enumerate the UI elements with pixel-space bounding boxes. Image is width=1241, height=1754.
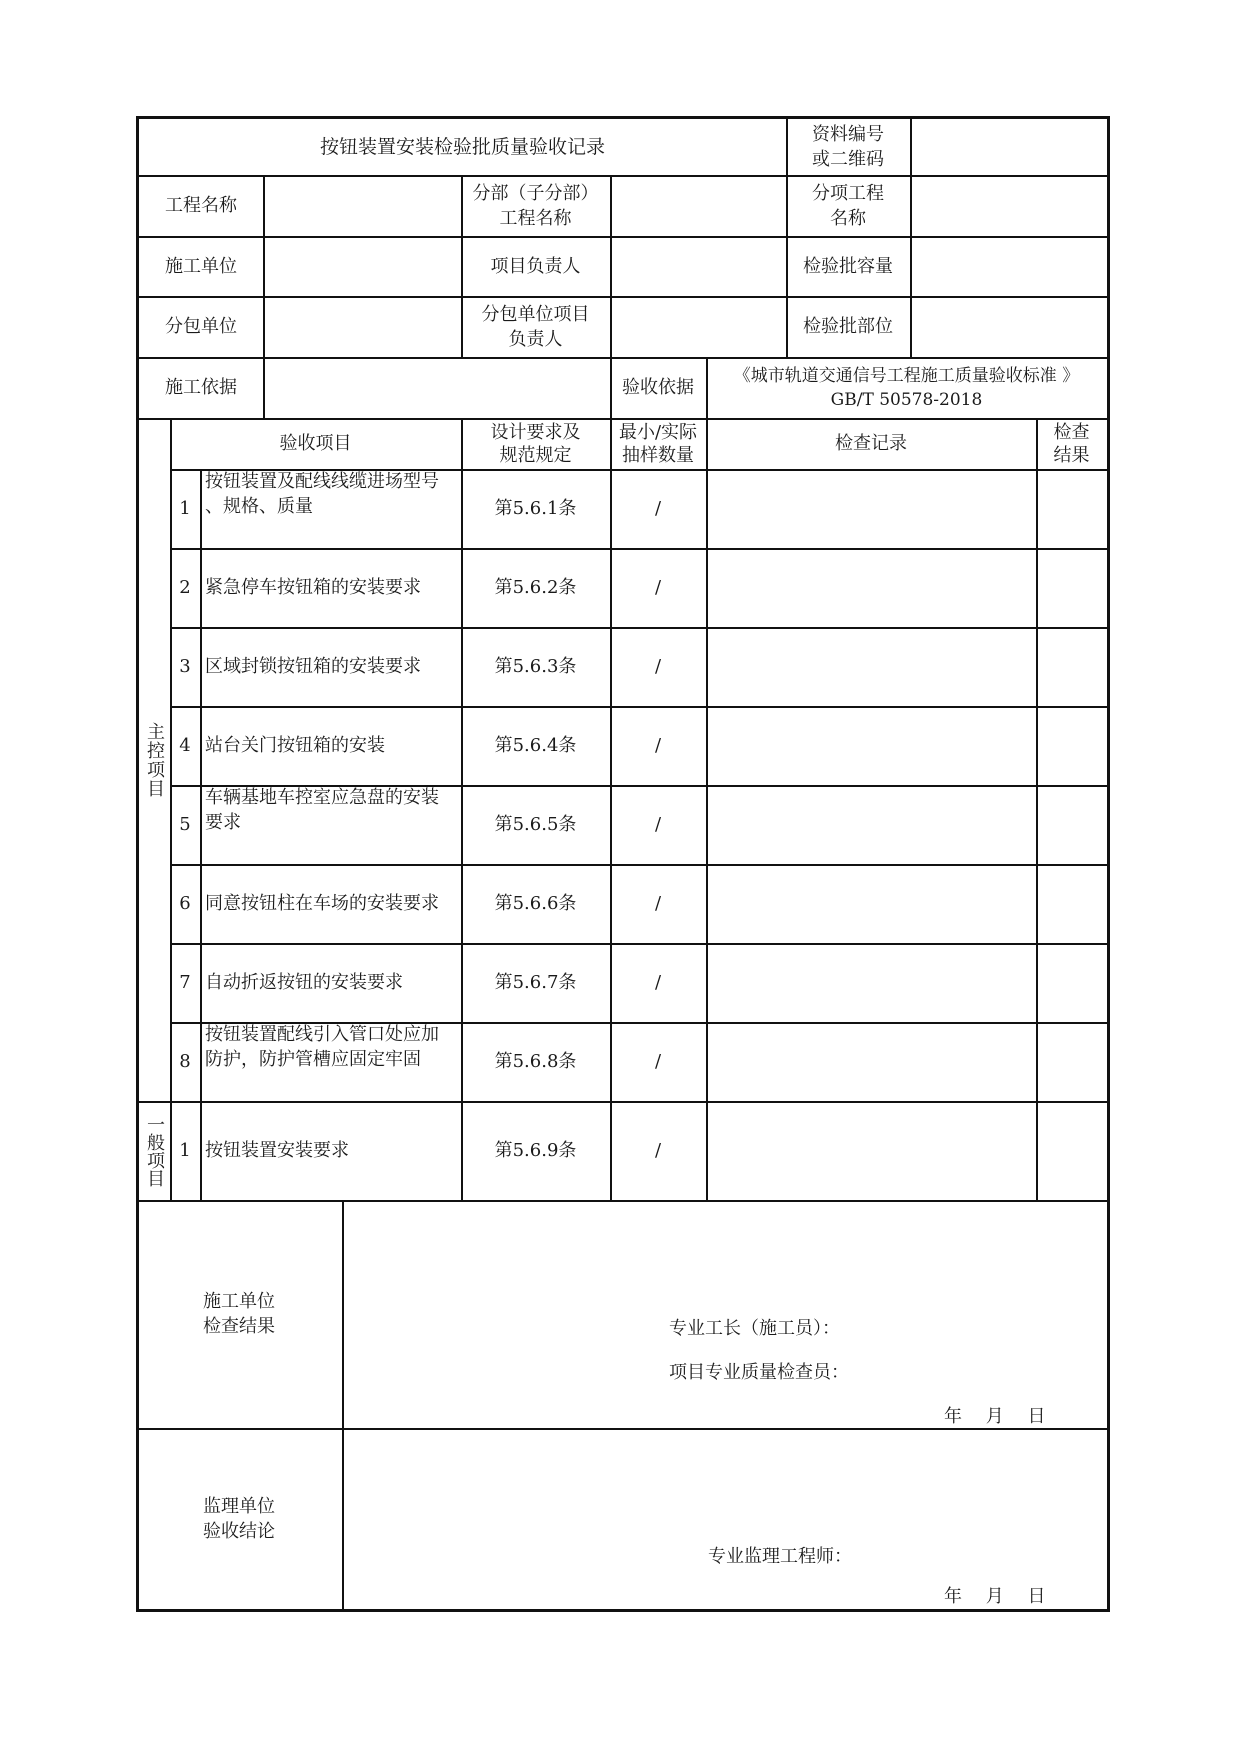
item-record-field[interactable] xyxy=(706,943,1036,1022)
item-number: 8 xyxy=(179,1051,191,1072)
contractor-field[interactable] xyxy=(263,236,461,296)
item-description: 同意按钮柱在车场的安装要求 xyxy=(205,893,439,914)
subcontractor-manager-label: 分包单位项目 负责人 xyxy=(481,303,590,350)
item-clause: 第5.6.5条 xyxy=(494,814,577,835)
column-header-record: 检查记录 xyxy=(835,433,907,454)
contractor-date: 年 月 日 xyxy=(944,1406,1046,1427)
item-result-field[interactable] xyxy=(1036,864,1107,943)
group-main-control: 主控项目 xyxy=(144,721,165,798)
subdivision-label: 分部（子分部） 工程名称 xyxy=(472,182,599,229)
item-result-field[interactable] xyxy=(1036,548,1107,627)
item-number: 6 xyxy=(179,893,191,914)
column-header-item: 验收项目 xyxy=(279,433,352,454)
item-record-field[interactable] xyxy=(706,864,1036,943)
doc-number-label: 资料编号 或二维码 xyxy=(812,124,884,170)
batch-capacity-field[interactable] xyxy=(910,236,1107,296)
item-description: 站台关门按钮箱的安装 xyxy=(205,735,385,756)
subitem-field[interactable] xyxy=(910,175,1107,236)
item-result-field[interactable] xyxy=(1036,1022,1107,1101)
item-sample[interactable]: / xyxy=(654,656,662,677)
item-sample[interactable]: / xyxy=(654,735,662,756)
item-result-field[interactable] xyxy=(1036,1101,1107,1200)
project-manager-label: 项目负责人 xyxy=(490,255,581,277)
group-general: 一般项目 xyxy=(144,1114,165,1187)
item-sample[interactable]: / xyxy=(654,498,662,519)
project-name-field[interactable] xyxy=(263,175,461,236)
batch-location-label: 检验批部位 xyxy=(803,316,893,337)
contractor-check-label: 施工单位 检查结果 xyxy=(203,1291,275,1337)
quality-inspector-signature-label: 项目专业质量检查员： xyxy=(669,1362,849,1383)
item-clause: 第5.6.8条 xyxy=(494,1051,577,1072)
item-number: 1 xyxy=(179,498,191,519)
item-clause: 第5.6.6条 xyxy=(494,893,577,914)
column-header-result: 检查 结果 xyxy=(1053,421,1090,466)
item-description: 区域封锁按钮箱的安装要求 xyxy=(205,656,421,677)
item-result-field[interactable] xyxy=(1036,706,1107,785)
item-sample[interactable]: / xyxy=(654,814,662,835)
item-sample[interactable]: / xyxy=(654,893,662,914)
acceptance-record-form xyxy=(136,116,1110,1612)
construction-basis-label: 施工依据 xyxy=(165,377,237,398)
contractor-signature-area[interactable] xyxy=(344,1202,1107,1428)
item-result-field[interactable] xyxy=(1036,469,1107,548)
item-record-field[interactable] xyxy=(706,627,1036,706)
item-result-field[interactable] xyxy=(1036,943,1107,1022)
item-description: 车辆基地车控室应急盘的安装 要求 xyxy=(205,787,439,833)
column-header-sample: 最小/实际 抽样数量 xyxy=(618,421,698,466)
item-clause: 第5.6.3条 xyxy=(494,656,577,677)
item-sample[interactable]: / xyxy=(654,1140,662,1161)
form-title: 按钮装置安装检验批质量验收记录 xyxy=(319,135,605,158)
item-clause: 第5.6.9条 xyxy=(494,1140,577,1161)
item-clause: 第5.6.4条 xyxy=(494,735,577,756)
acceptance-basis-label: 验收依据 xyxy=(622,377,694,398)
item-record-field[interactable] xyxy=(706,785,1036,864)
supervisor-check-label: 监理单位 验收结论 xyxy=(203,1495,275,1542)
batch-location-field[interactable] xyxy=(910,296,1107,357)
item-description: 按钮装置配线引入管口处应加 防护，防护管槽应固定牢固 xyxy=(205,1024,439,1070)
supervising-engineer-signature-label: 专业监理工程师： xyxy=(708,1546,852,1567)
project-name-label: 工程名称 xyxy=(165,195,237,216)
foreman-signature-label: 专业工长（施工员）： xyxy=(669,1318,840,1339)
item-record-field[interactable] xyxy=(706,548,1036,627)
subcontractor-manager-field[interactable] xyxy=(610,296,786,357)
item-number: 2 xyxy=(179,577,191,598)
item-clause: 第5.6.7条 xyxy=(494,972,577,993)
batch-capacity-label: 检验批容量 xyxy=(803,255,893,277)
item-number: 5 xyxy=(179,814,191,835)
contractor-label: 施工单位 xyxy=(165,255,237,277)
project-manager-field[interactable] xyxy=(610,236,786,296)
subdivision-field[interactable] xyxy=(610,175,786,236)
subcontractor-label: 分包单位 xyxy=(165,316,237,337)
item-record-field[interactable] xyxy=(706,1101,1036,1200)
item-result-field[interactable] xyxy=(1036,627,1107,706)
item-description: 按钮装置及配线线缆进场型号 、规格、质量 xyxy=(205,471,439,517)
acceptance-basis-value: 《城市轨道交通信号工程施工质量验收标准 》 GB/T 50578-2018 xyxy=(733,365,1080,410)
column-header-design: 设计要求及 规范规定 xyxy=(490,421,581,466)
doc-number-field[interactable] xyxy=(910,119,1107,175)
construction-basis-field[interactable] xyxy=(263,357,610,418)
item-number: 7 xyxy=(179,972,191,993)
supervisor-date: 年 月 日 xyxy=(944,1586,1046,1607)
item-number: 1 xyxy=(179,1140,191,1161)
item-description: 紧急停车按钮箱的安装要求 xyxy=(205,577,421,598)
item-record-field[interactable] xyxy=(706,469,1036,548)
item-number: 4 xyxy=(179,735,191,756)
item-sample[interactable]: / xyxy=(654,972,662,993)
item-number: 3 xyxy=(179,656,191,677)
subcontractor-field[interactable] xyxy=(263,296,461,357)
item-record-field[interactable] xyxy=(706,1022,1036,1101)
item-sample[interactable]: / xyxy=(654,577,662,598)
subitem-label: 分项工程 名称 xyxy=(812,182,884,229)
item-clause: 第5.6.1条 xyxy=(494,498,577,519)
item-description: 按钮装置安装要求 xyxy=(205,1140,349,1161)
item-result-field[interactable] xyxy=(1036,785,1107,864)
item-description: 自动折返按钮的安装要求 xyxy=(205,972,403,993)
item-sample[interactable]: / xyxy=(654,1051,662,1072)
item-record-field[interactable] xyxy=(706,706,1036,785)
item-clause: 第5.6.2条 xyxy=(494,577,577,598)
supervisor-signature-area[interactable] xyxy=(344,1430,1107,1609)
